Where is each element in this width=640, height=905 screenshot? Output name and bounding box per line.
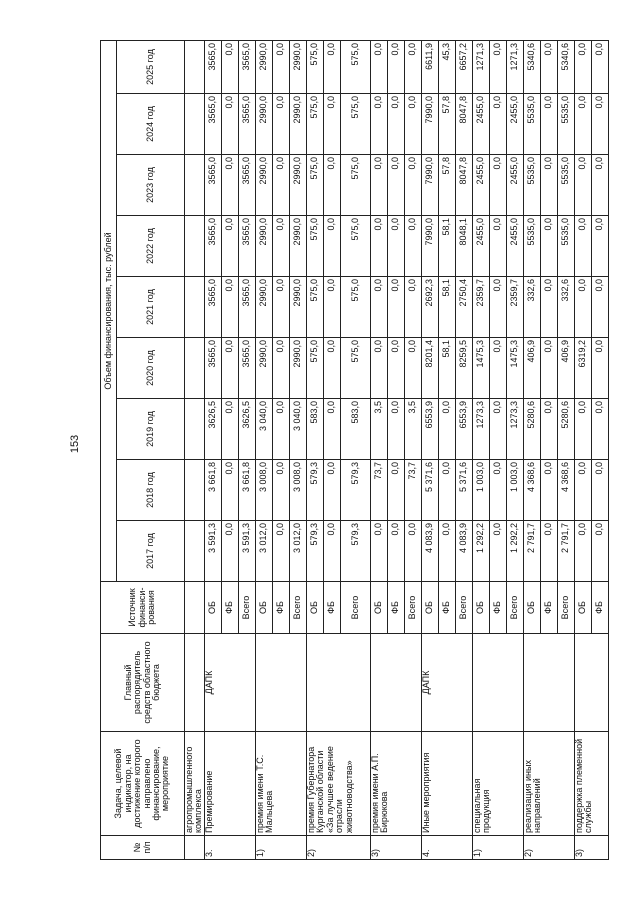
value-cell: 4 083,9 — [421, 521, 438, 582]
activity-name: премия Губернатора Курганской области «За лучшее ведение отрасли животноводства» — [306, 732, 370, 836]
value-cell: 3565,0 — [204, 155, 221, 216]
value-cell: 3 661,8 — [204, 460, 221, 521]
value-cell: 2990,0 — [255, 216, 272, 277]
table-row — [472, 41, 489, 860]
value-cell: 0,0 — [438, 460, 455, 521]
value-cell: 1 003,0 — [472, 460, 489, 521]
value-cell: 575,0 — [340, 216, 370, 277]
value-cell: 0,0 — [489, 399, 506, 460]
value-cell: 3,5 — [370, 399, 387, 460]
value-cell: 57,8 — [438, 155, 455, 216]
activity-name: Премирование — [204, 732, 255, 836]
value-cell: 1475,3 — [472, 338, 489, 399]
activity-name: премия имени Т.С. Мальцева — [255, 732, 306, 836]
value-cell: 3 661,8 — [238, 460, 255, 521]
value-cell: 0,0 — [272, 460, 289, 521]
value-cell: 0,0 — [387, 41, 404, 94]
value-cell: 0,0 — [221, 216, 238, 277]
value-cell: 3565,0 — [238, 155, 255, 216]
value-cell: 0,0 — [489, 521, 506, 582]
value-cell: 0,0 — [574, 460, 591, 521]
value-cell: 575,0 — [340, 94, 370, 155]
value-cell: 0,0 — [323, 41, 340, 94]
source-cell: ФБ — [591, 582, 608, 634]
value-cell: 0,0 — [438, 399, 455, 460]
value-cell: 58,1 — [438, 277, 455, 338]
value-cell: 8048,1 — [455, 216, 472, 277]
value-cell: 1 292,2 — [506, 521, 523, 582]
value-cell: 0,0 — [591, 338, 608, 399]
value-cell: 7990,0 — [421, 94, 438, 155]
value-cell: 0,0 — [221, 399, 238, 460]
value-cell: 3 591,3 — [204, 521, 221, 582]
value-cell: 0,0 — [591, 216, 608, 277]
value-cell: 3565,0 — [204, 216, 221, 277]
value-cell: 0,0 — [574, 155, 591, 216]
source-cell: ФБ — [540, 582, 557, 634]
value-cell: 0,0 — [221, 155, 238, 216]
value-cell: 0,0 — [387, 460, 404, 521]
source-cell: ОБ — [204, 582, 221, 634]
value-cell: 3565,0 — [238, 216, 255, 277]
value-cell: 2455,0 — [472, 94, 489, 155]
value-cell: 3626,5 — [204, 399, 221, 460]
row-number: 1) — [255, 836, 306, 860]
activity-name: специальная продукция — [472, 732, 523, 836]
manager-cell: ДАПК — [204, 634, 255, 732]
table-row — [370, 41, 387, 860]
table-row — [255, 41, 272, 860]
value-cell: 2 791,7 — [523, 521, 540, 582]
value-cell: 0,0 — [370, 41, 387, 94]
value-cell: 3565,0 — [204, 94, 221, 155]
source-cell: ОБ — [574, 582, 591, 634]
value-cell: 0,0 — [221, 94, 238, 155]
value-cell: 0,0 — [323, 94, 340, 155]
value-cell: 0,0 — [387, 277, 404, 338]
value-cell: 3626,5 — [238, 399, 255, 460]
value-cell: 0,0 — [404, 41, 421, 94]
value-cell: 5535,0 — [557, 94, 574, 155]
value-cell: 1475,3 — [506, 338, 523, 399]
value-cell: 6611,9 — [421, 41, 438, 94]
value-cell: 2990,0 — [255, 94, 272, 155]
table-row — [523, 41, 540, 860]
value-cell: 6553,9 — [421, 399, 438, 460]
value-cell: 5535,0 — [523, 94, 540, 155]
value-cell: 58,1 — [438, 338, 455, 399]
value-cell: 0,0 — [404, 155, 421, 216]
value-cell: 0,0 — [272, 41, 289, 94]
value-cell: 2692,3 — [421, 277, 438, 338]
value-cell: 0,0 — [387, 94, 404, 155]
value-cell: 4 368,6 — [523, 460, 540, 521]
value-cell: 0,0 — [387, 399, 404, 460]
source-cell: ОБ — [306, 582, 323, 634]
value-cell: 0,0 — [323, 399, 340, 460]
header-year: 2024 год — [117, 94, 185, 155]
value-cell: 2990,0 — [255, 277, 272, 338]
value-cell: 2 791,7 — [557, 521, 574, 582]
value-cell: 5280,6 — [557, 399, 574, 460]
value-cell: 406,9 — [557, 338, 574, 399]
value-cell: 3 008,0 — [289, 460, 306, 521]
value-cell: 0,0 — [272, 338, 289, 399]
value-cell: 575,0 — [340, 155, 370, 216]
value-cell: 0,0 — [591, 521, 608, 582]
source-cell: ОБ — [255, 582, 272, 634]
value-cell: 0,0 — [574, 521, 591, 582]
value-cell: 583,0 — [306, 399, 323, 460]
value-cell: 575,0 — [340, 41, 370, 94]
value-cell: 0,0 — [221, 460, 238, 521]
value-cell: 0,0 — [591, 155, 608, 216]
value-cell: 1273,3 — [506, 399, 523, 460]
value-cell: 1271,3 — [472, 41, 489, 94]
value-cell: 3 591,3 — [238, 521, 255, 582]
value-cell: 575,0 — [306, 155, 323, 216]
value-cell: 0,0 — [370, 338, 387, 399]
row-number: 3) — [574, 836, 608, 860]
value-cell: 0,0 — [404, 216, 421, 277]
value-cell: 0,0 — [489, 460, 506, 521]
header-manager: Главный распорядитель средств областного бюджета — [101, 634, 185, 732]
value-cell: 406,9 — [523, 338, 540, 399]
value-cell: 0,0 — [591, 94, 608, 155]
value-cell: 2455,0 — [506, 216, 523, 277]
value-cell: 5340,6 — [557, 41, 574, 94]
value-cell: 5535,0 — [557, 216, 574, 277]
row-number: 2) — [306, 836, 370, 860]
source-cell: ФБ — [272, 582, 289, 634]
manager-cell — [472, 634, 523, 732]
value-cell: 1 003,0 — [506, 460, 523, 521]
table-row — [204, 41, 221, 860]
source-cell: Всего — [289, 582, 306, 634]
source-cell: Всего — [238, 582, 255, 634]
continuation-text: агропромышленного комплекса — [185, 732, 205, 836]
value-cell: 0,0 — [574, 216, 591, 277]
value-cell: 6553,9 — [455, 399, 472, 460]
value-cell: 5280,6 — [523, 399, 540, 460]
value-cell: 0,0 — [540, 399, 557, 460]
manager-cell: ДАПК — [421, 634, 472, 732]
value-cell: 579,3 — [340, 460, 370, 521]
manager-cell — [523, 634, 574, 732]
value-cell: 0,0 — [591, 460, 608, 521]
value-cell: 4 083,9 — [455, 521, 472, 582]
header-year: 2023 год — [117, 155, 185, 216]
value-cell: 1 292,2 — [472, 521, 489, 582]
value-cell: 2990,0 — [289, 216, 306, 277]
value-cell: 3 012,0 — [255, 521, 272, 582]
header-year: 2019 год — [117, 399, 185, 460]
value-cell: 73,7 — [404, 460, 421, 521]
source-cell: ФБ — [489, 582, 506, 634]
value-cell: 0,0 — [438, 521, 455, 582]
value-cell: 579,3 — [340, 521, 370, 582]
value-cell: 0,0 — [323, 460, 340, 521]
value-cell: 2990,0 — [289, 277, 306, 338]
value-cell: 332,6 — [523, 277, 540, 338]
value-cell: 2750,4 — [455, 277, 472, 338]
manager-cell — [306, 634, 370, 732]
value-cell: 0,0 — [489, 216, 506, 277]
value-cell: 0,0 — [591, 399, 608, 460]
value-cell: 2990,0 — [289, 338, 306, 399]
value-cell: 2359,7 — [506, 277, 523, 338]
value-cell: 0,0 — [323, 216, 340, 277]
header-year: 2018 год — [117, 460, 185, 521]
value-cell: 0,0 — [591, 277, 608, 338]
value-cell: 58,1 — [438, 216, 455, 277]
value-cell: 0,0 — [540, 155, 557, 216]
value-cell: 0,0 — [272, 216, 289, 277]
value-cell: 2455,0 — [472, 155, 489, 216]
value-cell: 0,0 — [574, 94, 591, 155]
value-cell: 575,0 — [306, 94, 323, 155]
value-cell: 0,0 — [370, 521, 387, 582]
value-cell: 0,0 — [221, 41, 238, 94]
value-cell: 2990,0 — [289, 94, 306, 155]
value-cell: 0,0 — [323, 277, 340, 338]
value-cell: 0,0 — [323, 338, 340, 399]
value-cell: 0,0 — [272, 399, 289, 460]
manager-cell — [574, 634, 608, 732]
value-cell: 8047,8 — [455, 155, 472, 216]
activity-name: премия имени А.П. Бирюкова — [370, 732, 421, 836]
header-year: 2020 год — [117, 338, 185, 399]
row-number: 3. — [204, 836, 255, 860]
source-cell: ОБ — [421, 582, 438, 634]
source-cell: ФБ — [438, 582, 455, 634]
value-cell: 3 040,0 — [289, 399, 306, 460]
rotated-page — [100, 40, 605, 860]
value-cell: 7990,0 — [421, 216, 438, 277]
value-cell: 0,0 — [272, 94, 289, 155]
row-number: 4. — [421, 836, 472, 860]
value-cell: 2990,0 — [289, 41, 306, 94]
value-cell: 575,0 — [340, 338, 370, 399]
value-cell: 0,0 — [540, 216, 557, 277]
value-cell: 0,0 — [489, 155, 506, 216]
value-cell: 2990,0 — [289, 155, 306, 216]
value-cell: 2455,0 — [506, 94, 523, 155]
table-row — [421, 41, 438, 860]
value-cell: 0,0 — [404, 521, 421, 582]
value-cell: 2990,0 — [255, 41, 272, 94]
value-cell: 0,0 — [574, 399, 591, 460]
value-cell: 2990,0 — [255, 338, 272, 399]
value-cell: 0,0 — [404, 94, 421, 155]
value-cell: 6657,2 — [455, 41, 472, 94]
header-task: Задача, целевой индикатор, на достижение которого направлено финансирование, мероприятие — [101, 732, 185, 836]
value-cell: 0,0 — [540, 338, 557, 399]
value-cell: 5340,6 — [523, 41, 540, 94]
row-number: 3) — [370, 836, 421, 860]
value-cell: 0,0 — [370, 94, 387, 155]
value-cell: 3565,0 — [238, 41, 255, 94]
value-cell: 2990,0 — [255, 155, 272, 216]
value-cell: 0,0 — [272, 277, 289, 338]
header-year: 2022 год — [117, 216, 185, 277]
value-cell: 3 012,0 — [289, 521, 306, 582]
manager-cell — [370, 634, 421, 732]
source-cell: Всего — [404, 582, 421, 634]
value-cell: 5 371,6 — [421, 460, 438, 521]
source-cell: ФБ — [323, 582, 340, 634]
value-cell: 3565,0 — [238, 338, 255, 399]
value-cell: 0,0 — [221, 338, 238, 399]
value-cell: 575,0 — [306, 277, 323, 338]
activity-name: поддержка племенной службы — [574, 732, 608, 836]
value-cell: 575,0 — [306, 41, 323, 94]
table-row — [306, 41, 323, 860]
value-cell: 579,3 — [306, 460, 323, 521]
source-cell: Всего — [340, 582, 370, 634]
value-cell: 5 371,6 — [455, 460, 472, 521]
value-cell: 3565,0 — [204, 338, 221, 399]
value-cell: 0,0 — [404, 277, 421, 338]
source-cell: ФБ — [221, 582, 238, 634]
value-cell: 0,0 — [489, 94, 506, 155]
value-cell: 3565,0 — [204, 41, 221, 94]
header-source: Источник финанси-рования — [101, 582, 185, 634]
value-cell: 5535,0 — [523, 216, 540, 277]
value-cell: 0,0 — [323, 155, 340, 216]
value-cell: 575,0 — [306, 216, 323, 277]
header-funding: Объем финансирования, тыс. рублей — [101, 41, 117, 582]
value-cell: 0,0 — [323, 521, 340, 582]
header-no: № п/п — [101, 836, 185, 860]
table-row — [574, 41, 591, 860]
value-cell: 5535,0 — [523, 155, 540, 216]
value-cell: 57,8 — [438, 94, 455, 155]
value-cell: 0,0 — [489, 41, 506, 94]
value-cell: 0,0 — [387, 155, 404, 216]
value-cell: 3,5 — [404, 399, 421, 460]
source-cell: ОБ — [523, 582, 540, 634]
value-cell: 1273,3 — [472, 399, 489, 460]
value-cell: 7990,0 — [421, 155, 438, 216]
header-year: 2021 год — [117, 277, 185, 338]
value-cell: 0,0 — [272, 521, 289, 582]
source-cell: Всего — [557, 582, 574, 634]
activity-name: Иные мероприятия — [421, 732, 472, 836]
value-cell: 6319,2 — [574, 338, 591, 399]
value-cell: 0,0 — [221, 277, 238, 338]
value-cell: 0,0 — [272, 155, 289, 216]
source-cell: ОБ — [370, 582, 387, 634]
row-number: 2) — [523, 836, 574, 860]
value-cell: 0,0 — [404, 338, 421, 399]
value-cell: 3565,0 — [238, 277, 255, 338]
value-cell: 4 368,6 — [557, 460, 574, 521]
value-cell: 0,0 — [489, 338, 506, 399]
value-cell: 2455,0 — [506, 155, 523, 216]
value-cell: 2359,7 — [472, 277, 489, 338]
value-cell: 0,0 — [387, 338, 404, 399]
value-cell: 575,0 — [306, 338, 323, 399]
value-cell: 575,0 — [340, 277, 370, 338]
page-number: 153 — [69, 434, 82, 454]
value-cell: 0,0 — [540, 94, 557, 155]
value-cell: 0,0 — [540, 521, 557, 582]
value-cell: 0,0 — [370, 277, 387, 338]
value-cell: 3565,0 — [238, 94, 255, 155]
value-cell: 5535,0 — [557, 155, 574, 216]
value-cell: 8201,4 — [421, 338, 438, 399]
value-cell: 0,0 — [540, 460, 557, 521]
value-cell: 0,0 — [540, 277, 557, 338]
source-cell: ОБ — [472, 582, 489, 634]
value-cell: 45,3 — [438, 41, 455, 94]
value-cell: 579,3 — [306, 521, 323, 582]
value-cell: 3565,0 — [204, 277, 221, 338]
value-cell: 0,0 — [540, 41, 557, 94]
header-year: 2025 год — [117, 41, 185, 94]
value-cell: 3 008,0 — [255, 460, 272, 521]
value-cell: 332,6 — [557, 277, 574, 338]
value-cell: 0,0 — [387, 216, 404, 277]
funding-table — [100, 40, 609, 860]
manager-cell — [255, 634, 306, 732]
value-cell: 1271,3 — [506, 41, 523, 94]
value-cell: 8259,5 — [455, 338, 472, 399]
row-number: 1) — [472, 836, 523, 860]
value-cell: 583,0 — [340, 399, 370, 460]
value-cell: 0,0 — [370, 216, 387, 277]
value-cell: 0,0 — [489, 277, 506, 338]
value-cell: 0,0 — [591, 41, 608, 94]
source-cell: Всего — [455, 582, 472, 634]
value-cell: 0,0 — [370, 155, 387, 216]
value-cell: 8047,8 — [455, 94, 472, 155]
source-cell: Всего — [506, 582, 523, 634]
value-cell: 0,0 — [221, 521, 238, 582]
activity-name: реализация иных направлений — [523, 732, 574, 836]
value-cell: 73,7 — [370, 460, 387, 521]
header-year: 2017 год — [117, 521, 185, 582]
source-cell: ФБ — [387, 582, 404, 634]
value-cell: 0,0 — [574, 41, 591, 94]
value-cell: 3 040,0 — [255, 399, 272, 460]
value-cell: 2455,0 — [472, 216, 489, 277]
value-cell: 0,0 — [574, 277, 591, 338]
value-cell: 0,0 — [387, 521, 404, 582]
